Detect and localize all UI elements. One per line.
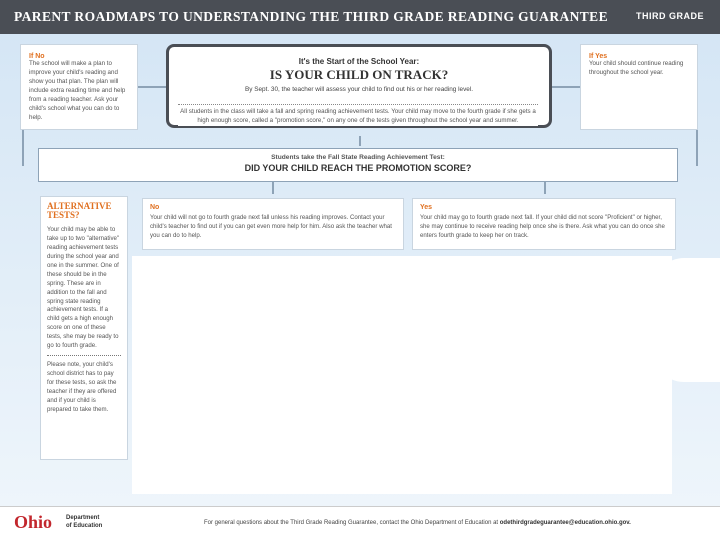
promotion-score-banner (38, 148, 678, 182)
contact-footnote (204, 520, 631, 526)
on-track-subtext: By Sept. 30, the teacher will assess your child to find out his or her reading level. (244, 86, 474, 93)
if-no-heading: If No (29, 53, 45, 60)
promotion-no-box (142, 198, 404, 250)
promotion-kicker: Students take the Fall State Reading Achievement Test: (271, 154, 445, 161)
promotion-yes-box (412, 198, 676, 250)
alternative-tests-text: Your child may be able to take up to two "alternative" reading achievement tests during the school year and one in the summer. One of these should be in the spring. These are in addition to the fall and spring state reading achievement tests. If a child gets a high enough score on one of these tests, she may be ready to go to fourth grade. (47, 225, 120, 350)
promotion-no-text: Your child will not go to fourth grade next fall unless his reading improves. Contact your child's teacher to find out if you can get even more help for him. Also ask the teacher what you can do to help. (150, 214, 393, 239)
connector-line-no-branch (272, 182, 274, 194)
promotion-no-heading: No (150, 204, 160, 211)
page-header (0, 0, 720, 34)
connector-line-left (138, 86, 166, 88)
promotion-yes-text: Your child may go to fourth grade next fall. If your child did not score "Proficient" or higher, she may continue to receive reading help once she is there. Ask what you can do once she enters fourth grade to keep her on track. (420, 214, 665, 239)
alternative-tests-note: Please note, your child's school district has to pay for these tests, so ask the teacher if they are offered and if your child is prepared to take them. (47, 361, 117, 413)
connector-line-right (552, 86, 580, 88)
on-track-question: IS YOUR CHILD ON TRACK? (269, 67, 449, 82)
department-name (66, 514, 102, 530)
achievement-tests-note: All students in the class will take a fall and spring reading achievement tests. Your child may move to the fourth grade if she gets a high enough score, called a "promotion score," on any one of the tests given throughout the school year and summer. (178, 104, 538, 126)
promotion-question: DID YOUR CHILD REACH THE PROMOTION SCORE? (244, 163, 472, 173)
if-yes-text: Your child should continue reading throughout the school year. (589, 60, 684, 76)
grade-label: THIRD GRADE (636, 11, 704, 21)
alternative-tests-heading: ALTERNATIVE TESTS? (47, 201, 112, 221)
connector-line-center-down (359, 136, 361, 146)
promotion-yes-heading: Yes (420, 204, 433, 211)
page-title: PARENT ROADMAPS TO UNDERSTANDING THE THIRD GRADE READING GUARANTEE (14, 9, 608, 24)
ohio-logo: Ohio (14, 512, 53, 532)
if-yes-box (580, 44, 698, 130)
if-no-box (20, 44, 138, 130)
connector-line-yes-branch (544, 182, 546, 194)
on-track-kicker: It's the Start of the School Year: (298, 57, 420, 66)
dotted-divider (47, 355, 121, 356)
connector-line-down-right (696, 130, 698, 166)
department-line-1: Department (66, 515, 100, 521)
contact-text: For general questions about the Third Grade Reading Guarantee, contact the Ohio Department of Education at (204, 520, 500, 526)
blank-content-area (132, 256, 672, 494)
blank-side-shape (654, 258, 720, 382)
alternative-tests-box (40, 196, 128, 460)
if-no-text: The school will make a plan to improve your child's reading and show you that plan. The plan will include extra reading time and help from a reading teacher. Ask your child's school what you can do to help. (29, 60, 126, 121)
if-yes-heading: If Yes (589, 53, 608, 60)
department-line-2: of Education (66, 523, 103, 530)
connector-line-down-left (22, 130, 24, 166)
contact-email-link[interactable]: odethirdgradeguarantee@education.ohio.gov. (499, 520, 631, 526)
